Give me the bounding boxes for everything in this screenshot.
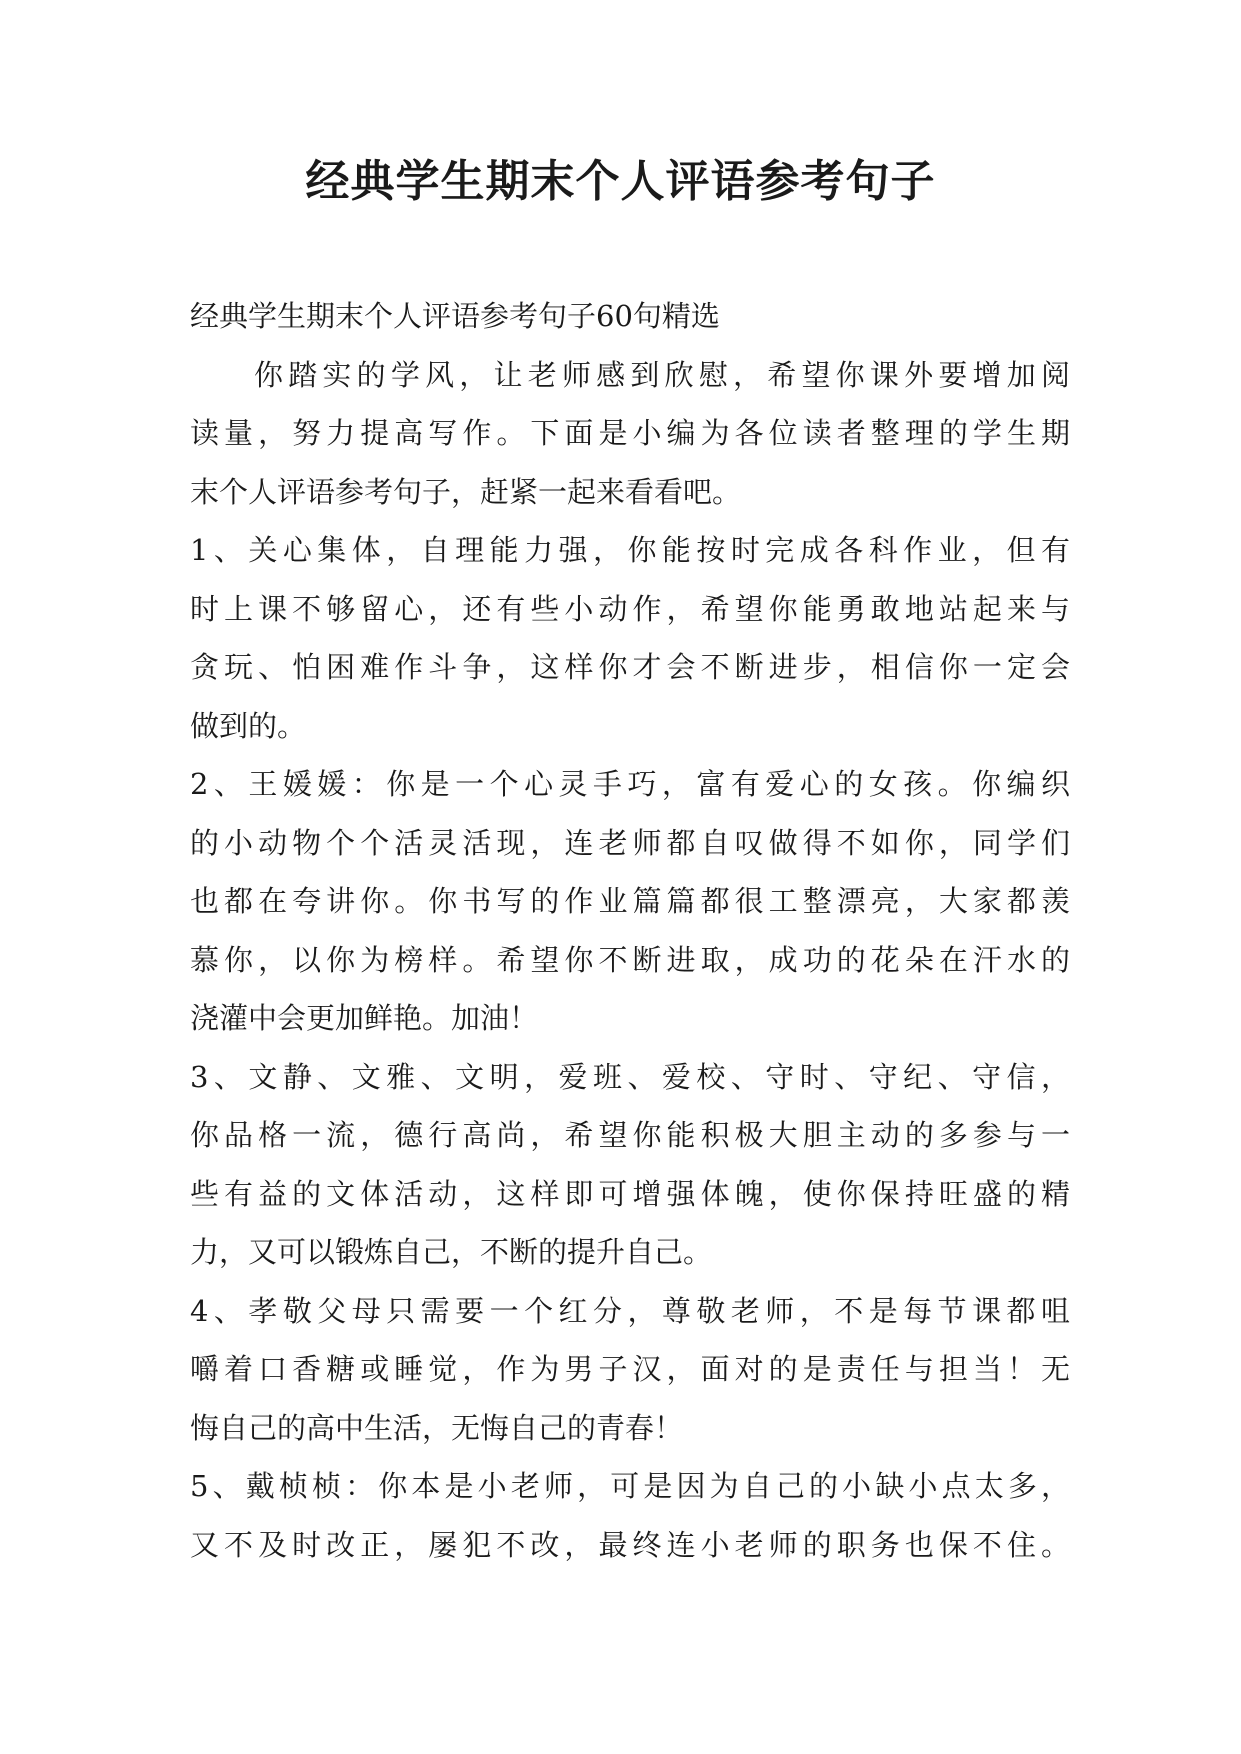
paragraph-line: 浇灌中会更加鲜艳。加油！ <box>190 1001 539 1035</box>
paragraph-line: 嚼着口香糖或睡觉，作为男子汉，面对的是责任与担当！无 <box>190 1352 1070 1386</box>
paragraph-line: 时上课不够留心，还有些小动作，希望你能勇敢地站起来与 <box>190 591 1070 626</box>
intro-line: 你踏实的学风，让老师感到欣慰，希望你课外要增加阅 <box>254 357 1070 392</box>
intro-line: 末个人评语参考句子，赶紧一起来看看吧。 <box>190 474 742 509</box>
paragraph-line: 贪玩、怕困难作斗争，这样你才会不断进步，相信你一定会 <box>190 650 1070 684</box>
paragraph-line: 力，又可以锻炼自己，不断的提升自己。 <box>190 1235 713 1269</box>
intro-line: 读量，努力提高写作。下面是小编为各位读者整理的学生期 <box>190 416 1070 450</box>
paragraph-line: 慕你，以你为榜样。希望你不断进取，成功的花朵在汗水的 <box>190 942 1070 977</box>
paragraph-line: 又不及时改正，屡犯不改，最终连小老师的职务也保不住。 <box>190 1527 1070 1562</box>
paragraph-line: 做到的。 <box>190 708 307 743</box>
paragraph-line: 也都在夸讲你。你书写的作业篇篇都很工整漂亮，大家都羡 <box>190 884 1070 918</box>
subtitle-line: 经典学生期末个人评语参考句子60句精选 <box>190 299 720 333</box>
paragraph-line: 3、文静、文雅、文明，爱班、爱校、守时、守纪、守信， <box>190 1059 1070 1094</box>
paragraph-line: 2、王媛媛：你是一个心灵手巧，富有爱心的女孩。你编织 <box>190 767 1070 801</box>
paragraph-line: 4、孝敬父母只需要一个红分，尊敬老师，不是每节课都咀 <box>190 1293 1070 1328</box>
paragraph-line: 1、关心集体，自理能力强，你能按时完成各科作业，但有 <box>190 533 1070 567</box>
document-body <box>190 287 1070 1574</box>
document-title: 经典学生期末个人评语参考句子 <box>305 156 936 207</box>
paragraph-line: 5、戴桢桢：你本是小老师，可是因为自己的小缺小点太多， <box>190 1469 1070 1503</box>
paragraph-line: 些有益的文体活动，这样即可增强体魄，使你保持旺盛的精 <box>190 1176 1070 1211</box>
paragraph-line: 你品格一流，德行高尚，希望你能积极大胆主动的多参与一 <box>190 1118 1070 1152</box>
paragraph-line: 的小动物个个活灵活现，连老师都自叹做得不如你，同学们 <box>190 825 1070 860</box>
paragraph-line: 悔自己的高中生活，无悔自己的青春！ <box>190 1410 684 1445</box>
